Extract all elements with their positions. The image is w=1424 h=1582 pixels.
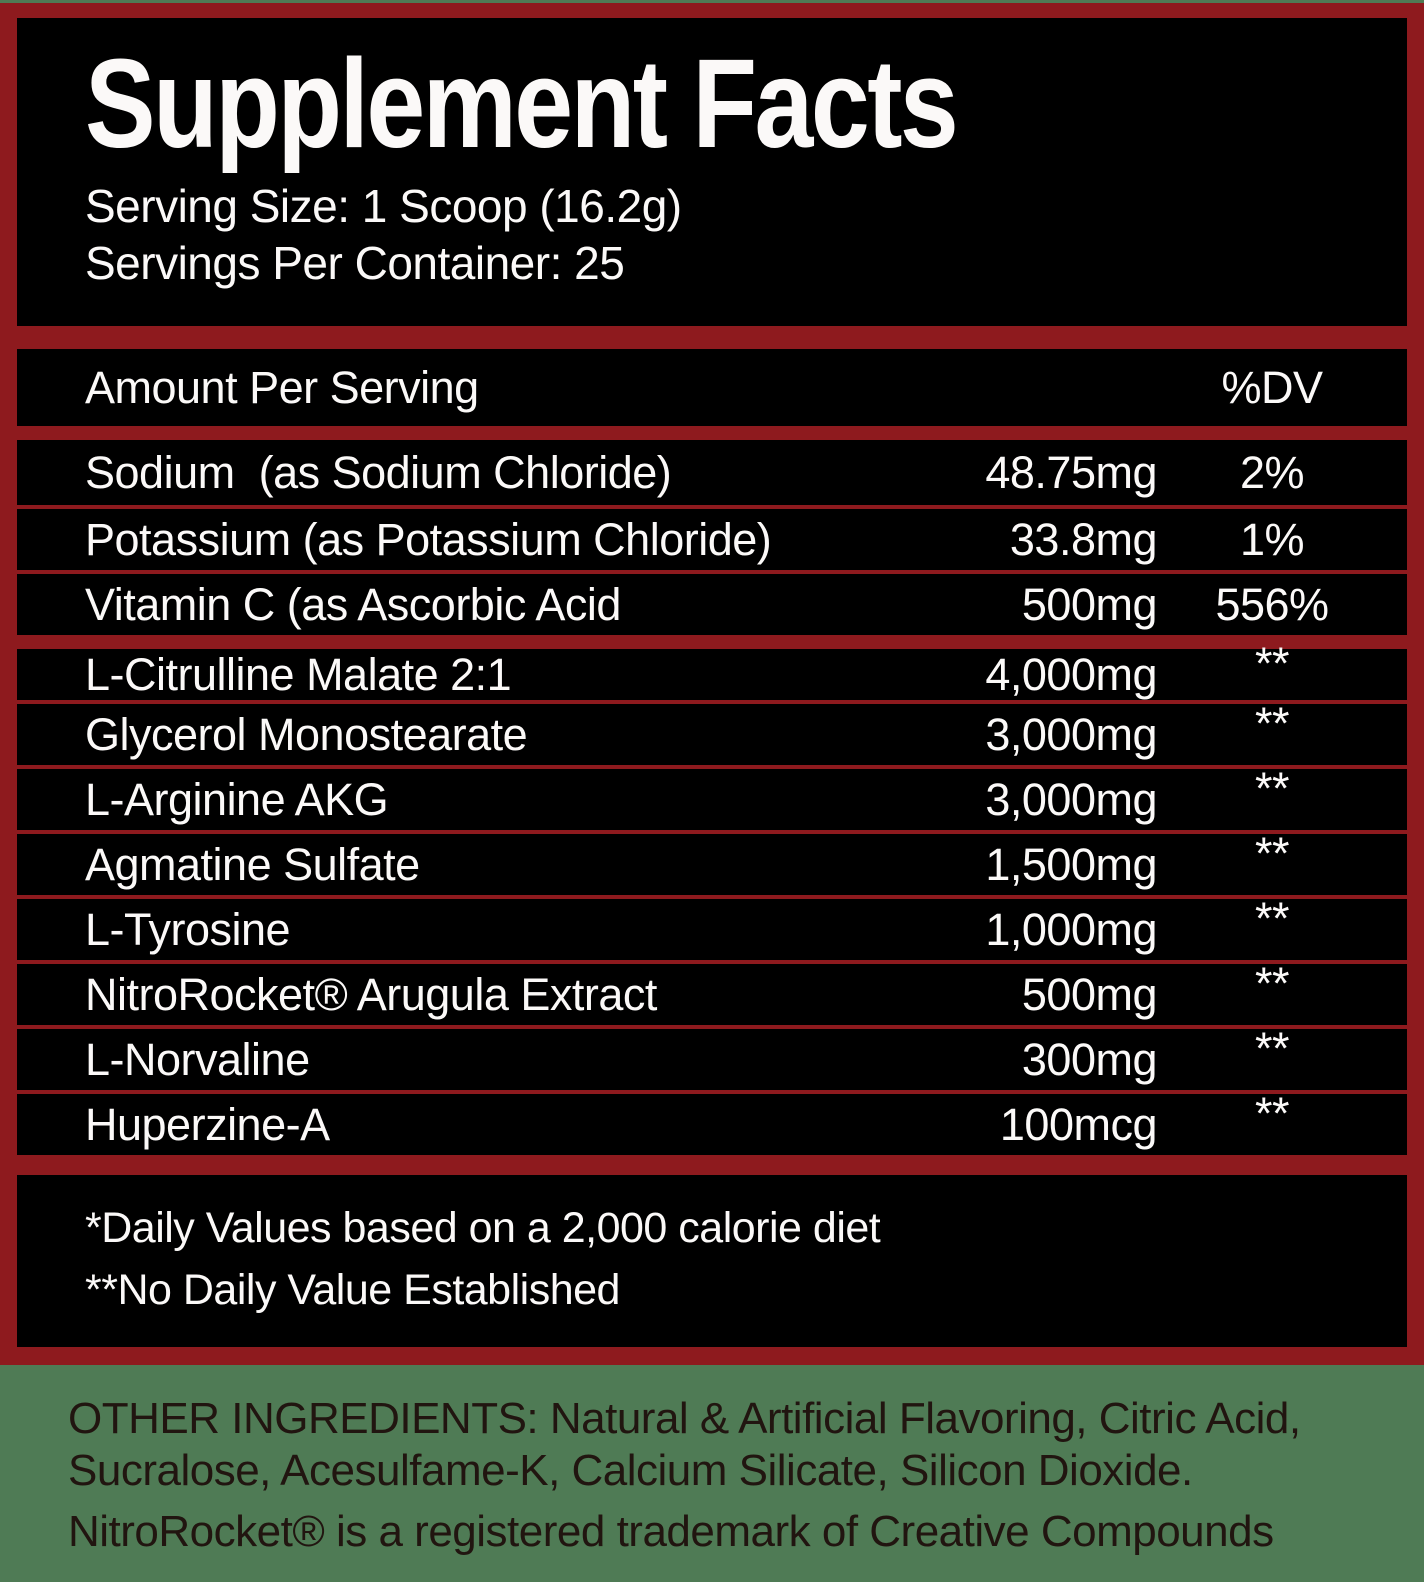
- row-amount: 100mcg: [999, 1098, 1157, 1150]
- ingredient-table: [17, 440, 1407, 1155]
- row-dv: **: [1254, 1022, 1290, 1074]
- table-row: [17, 1087, 1407, 1155]
- table-row: [17, 762, 1407, 830]
- row-name: L-Tyrosine: [85, 903, 291, 955]
- row-dv: 1%: [1239, 513, 1305, 565]
- row-amount: 3,000mg: [985, 773, 1157, 825]
- row-amount: 4,000mg: [985, 648, 1157, 700]
- daily-value-note: *Daily Values based on a 2,000 calorie diet: [85, 1204, 881, 1252]
- row-dv: **: [1254, 892, 1290, 944]
- row-name: L-Norvaline: [85, 1033, 310, 1085]
- row-amount: 500mg: [1021, 968, 1157, 1020]
- row-name: Agmatine Sulfate: [85, 838, 420, 890]
- table-row: [17, 892, 1407, 960]
- row-name: Vitamin C (as Ascorbic Acid: [85, 578, 621, 630]
- row-name: Sodium (as Sodium Chloride): [85, 446, 672, 498]
- row-name: L-Citrulline Malate 2:1: [85, 648, 512, 700]
- footnotes: [17, 1175, 1407, 1347]
- table-row: [17, 570, 1407, 635]
- other-ingredients-section: [0, 1365, 1424, 1582]
- row-amount: 48.75mg: [985, 446, 1157, 498]
- row-amount: 33.8mg: [1009, 513, 1157, 565]
- row-name: Glycerol Monostearate: [85, 708, 528, 760]
- row-dv: 2%: [1239, 446, 1305, 498]
- other-ingredients-text: OTHER INGREDIENTS: Natural & Artificial Flavoring, Citric Acid, Sucralose, Acesulfame-K, Calcium Silicate, Silicon Dioxide.: [68, 1394, 1301, 1495]
- table-row: [17, 697, 1407, 765]
- row-dv: **: [1254, 697, 1290, 749]
- trademark-text: NitroRocket® is a registered trademark of Creative Compounds: [68, 1507, 1274, 1556]
- servings-per-container: Servings Per Container: 25: [85, 237, 625, 289]
- column-header-row: [17, 349, 1407, 426]
- amount-per-serving-header: Amount Per Serving: [85, 361, 479, 413]
- percent-dv-header: %DV: [1221, 361, 1323, 413]
- row-dv: **: [1254, 827, 1290, 879]
- label-title: Supplement Facts: [85, 33, 957, 174]
- row-dv: 556%: [1215, 578, 1329, 630]
- row-dv: **: [1254, 957, 1290, 1009]
- no-daily-value-note: **No Daily Value Established: [85, 1266, 620, 1314]
- table-row: [17, 505, 1407, 570]
- row-name: NitroRocket® Arugula Extract: [85, 968, 657, 1020]
- row-dv: **: [1254, 637, 1290, 689]
- row-dv: **: [1254, 1087, 1290, 1139]
- row-name: Potassium (as Potassium Chloride): [85, 513, 772, 565]
- row-amount: 3,000mg: [985, 708, 1157, 760]
- row-name: Huperzine-A: [85, 1098, 330, 1150]
- table-row: [17, 440, 1407, 505]
- label-header: [17, 18, 1407, 326]
- table-row: [17, 827, 1407, 895]
- table-row: [17, 1022, 1407, 1090]
- row-amount: 1,000mg: [985, 903, 1157, 955]
- row-amount: 500mg: [1021, 578, 1157, 630]
- row-amount: 1,500mg: [985, 838, 1157, 890]
- row-name: L-Arginine AKG: [85, 773, 389, 825]
- serving-size: Serving Size: 1 Scoop (16.2g): [85, 180, 682, 232]
- table-row: [17, 957, 1407, 1025]
- row-amount: 300mg: [1021, 1033, 1157, 1085]
- row-dv: **: [1254, 762, 1290, 814]
- table-row: [17, 635, 1407, 700]
- supplement-facts-label: [0, 3, 1424, 1365]
